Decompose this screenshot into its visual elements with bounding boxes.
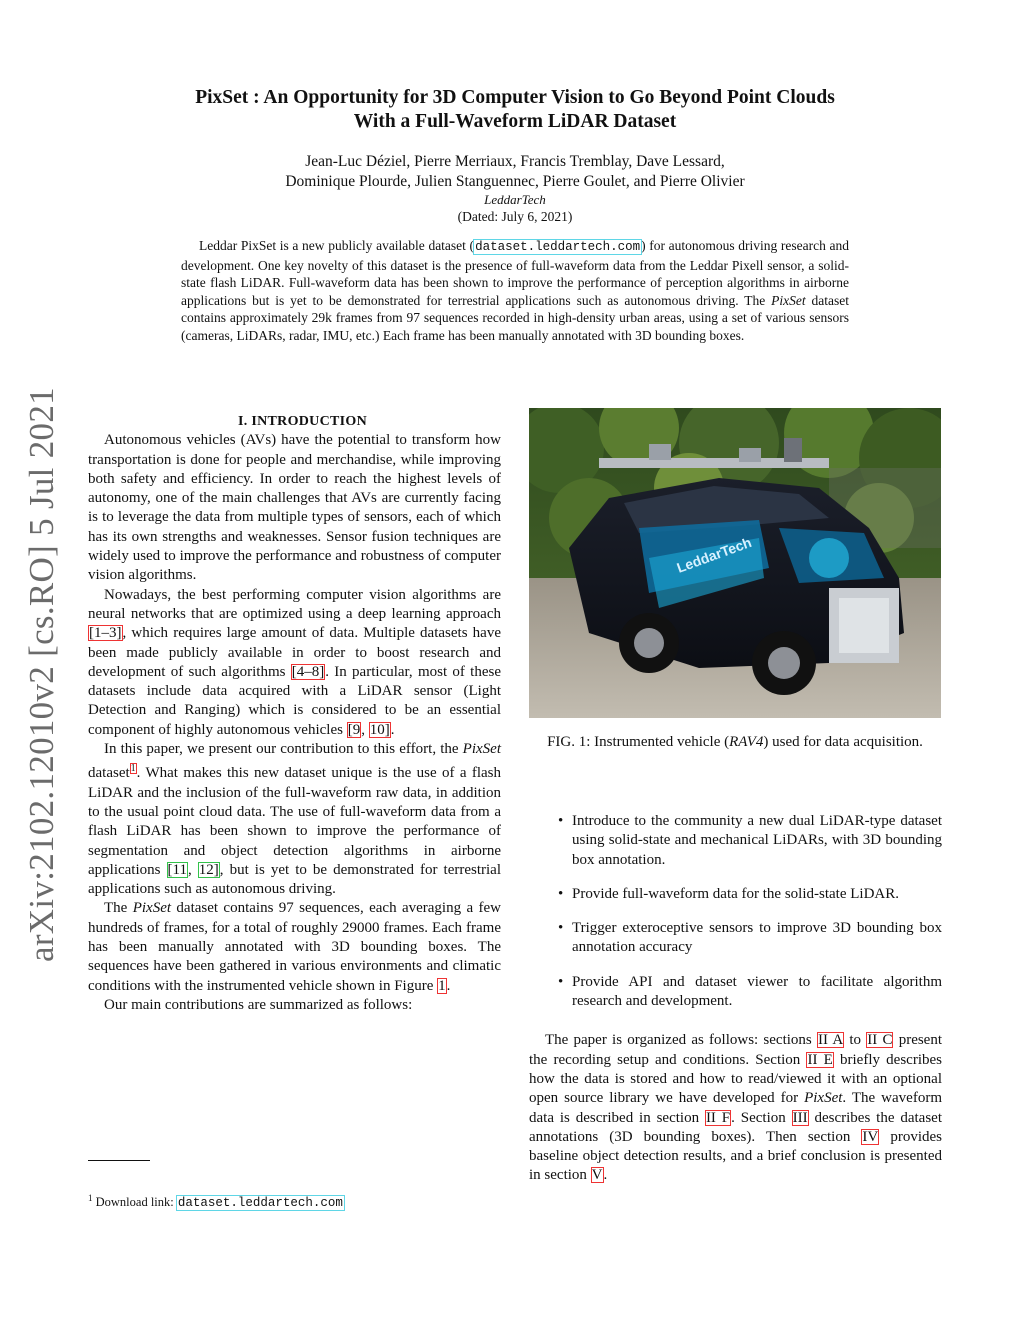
section-ref-III[interactable]: III xyxy=(792,1109,808,1126)
dataset-link[interactable]: dataset.leddartech.com xyxy=(475,240,641,254)
abstract-text-2: ) for autonomous driving research and development. One key novelty of this dataset is the presence of full-waveform data from the Leddar Pixell sensor, a solid-state flash LiDAR. Full-waveform data has been shown to improve the performance of perception algorithms in airborne applications but is yet to be demonstrated for terrestrial applications such as autonomous driving. The xyxy=(181,238,849,308)
text: provides baseline object detection results, and a brief conclusion is presented in section xyxy=(529,1128,942,1184)
authors-line-2: Dominique Plourde, Julien Stanguennec, Pierre Goulet, and Pierre Olivier xyxy=(285,173,745,190)
citation-12[interactable]: 12] xyxy=(198,861,219,878)
list-item-text: Provide full-waveform data for the solid-state LiDAR. xyxy=(572,885,899,902)
section-ref-IIA[interactable]: II A xyxy=(817,1032,844,1049)
figure-1-ref[interactable]: 1 xyxy=(438,977,446,994)
dataset-name: PixSet xyxy=(462,741,501,758)
dataset-name: PixSet xyxy=(804,1090,843,1107)
text: describes the dataset annotations (3D bounding boxes). Then section xyxy=(529,1109,942,1145)
figure-1-vehicle-photo xyxy=(529,408,941,718)
text: Nowadays, the best performing computer vision algorithms are neural networks that are optimized using a deep learning approach xyxy=(88,586,501,622)
text: The xyxy=(104,900,133,917)
authors-line-1: Jean-Luc Déziel, Pierre Merriaux, Francis Tremblay, Dave Lessard, xyxy=(305,153,725,170)
text: to xyxy=(844,1032,867,1049)
list-item-text: Provide API and dataset viewer to facilitate algorithm research and development. xyxy=(572,973,942,1010)
caption-text: ) used for data acquisition. xyxy=(763,734,923,750)
caption-vehicle: RAV4 xyxy=(729,734,764,750)
text: , xyxy=(187,861,198,878)
footnote-number: 1 xyxy=(88,1193,93,1203)
text: present the recording setup and conditions. Section xyxy=(529,1032,943,1068)
bullet-icon: • xyxy=(558,920,564,937)
caption-text: FIG. 1: Instrumented vehicle ( xyxy=(547,734,730,750)
intro-paragraph-2 xyxy=(88,586,501,740)
section-ref-V[interactable]: V xyxy=(591,1167,603,1184)
intro-paragraph-1: Autonomous vehicles (AVs) have the potential to transform how transportation is done for people and merchandise, while improving both safety and efficiency. In order to reach the highest levels of autonomy, one of the main challenges that AVs are currently facing is to leverage the data from multiple types of sensors, each of which has its own strengths and weaknesses. Sensor fusion techniques are widely used to improve the performance and robustness of computer vision algorithms. xyxy=(88,432,501,584)
text: . xyxy=(603,1167,608,1184)
intro-paragraph-5: Our main contributions are summarized as follows: xyxy=(104,996,413,1013)
organization-paragraph xyxy=(529,1031,942,1185)
abstract-text-3: dataset contains approximately 29k frames from 97 sequences recorded in high-density urban areas, using a set of various sensors (cameras, LiDARs, radar, IMU, etc.) Each frame has been manually annotated with 3D bounding boxes. xyxy=(181,292,849,343)
text: dataset xyxy=(88,765,130,782)
text: . What makes this new dataset unique is the use of a flash LiDAR and the inclusion of the full-waveform raw data, in addition to the usual point cloud data. The use of full-waveform data from a flash LiDAR has been shown to improve the performance of segmentation and object detection algorithms in airborne applications xyxy=(88,765,501,878)
abstract-dataset-name: PixSet xyxy=(771,292,806,308)
vehicle-decal-text: LeddarTech xyxy=(674,533,754,576)
footnote-dataset-link[interactable]: dataset.leddartech.com xyxy=(177,1196,343,1211)
bullet-icon: • xyxy=(558,813,564,829)
text: , which requires large amount of data. Multiple datasets have been made publicly available in order to boost research and development of such algorithms xyxy=(88,625,501,680)
text: dataset contains 97 sequences, each averaging a few hundreds of frames, for a total of roughly 29000 frames. Each frame has been manually annotated with 3D bounding boxes. The sequences have been gathered in various environments and climatic conditions with the instrumented vehicle shown in Figure xyxy=(88,900,501,994)
abstract-text-1: Leddar PixSet is a new publicly available dataset ( xyxy=(199,238,475,253)
dataset-name: PixSet xyxy=(132,900,172,917)
text: . xyxy=(446,977,451,994)
vehicle-photo-illustration xyxy=(529,408,941,718)
text: . The waveform data is described in section xyxy=(529,1090,942,1126)
footnote-divider xyxy=(88,1160,150,1161)
section-heading-introduction: I. INTRODUCTION xyxy=(238,414,367,429)
intro-paragraph-3 xyxy=(88,740,501,899)
citation-10[interactable]: 10] xyxy=(369,721,390,738)
left-column xyxy=(88,412,501,1015)
text: . In particular, most of these datasets include data acquired with a LiDAR sensor (Light Detection and Ranging) which is considered to be an essential component of highly autonomous vehicles xyxy=(88,663,501,738)
list-item-text: Introduce to the community a new dual LiDAR-type dataset using solid-state and mechanical LiDARs, with 3D bounding box annotation. xyxy=(572,813,942,868)
list-item xyxy=(529,973,942,1012)
title-line-2: With a Full-Waveform LiDAR Dataset xyxy=(353,111,677,132)
date-line: (Dated: July 6, 2021) xyxy=(457,209,573,224)
bullet-icon: • xyxy=(558,885,564,902)
affiliation: LeddarTech xyxy=(484,192,546,207)
figure-1-caption xyxy=(529,733,941,753)
arxiv-sidebar-id: arXiv:2102.12010v2 [cs.RO] 5 Jul 2021 xyxy=(22,387,61,962)
bullet-icon: • xyxy=(558,973,564,990)
text: In this paper, we present our contribution to this effort, the xyxy=(104,741,463,758)
citation-4-8[interactable]: [4–8] xyxy=(291,663,325,680)
section-ref-IV[interactable]: IV xyxy=(862,1128,879,1145)
text: . Section xyxy=(731,1109,792,1126)
section-ref-IIE[interactable]: II E xyxy=(807,1051,833,1068)
abstract xyxy=(181,237,849,344)
title-line-1: PixSet : An Opportunity for 3D Computer Vision to Go Beyond Point Clouds xyxy=(195,87,835,108)
footnote-marker[interactable]: 1 xyxy=(130,763,136,775)
text: , xyxy=(361,721,369,738)
section-ref-IIF[interactable]: II F xyxy=(705,1109,731,1126)
right-column xyxy=(529,812,942,1186)
text: , but is yet to be demonstrated for terrestrial applications such as autonomous driving. xyxy=(88,861,501,898)
list-item xyxy=(529,885,942,904)
footnote-label: Download link: xyxy=(92,1195,177,1210)
citation-9[interactable]: [9 xyxy=(347,721,361,738)
text: The paper is organized as follows: sections xyxy=(545,1032,817,1049)
citation-1-3[interactable]: [1–3] xyxy=(89,625,122,642)
author-block xyxy=(100,152,930,226)
list-item xyxy=(529,919,942,958)
contributions-list xyxy=(529,812,942,1011)
section-ref-IIC[interactable]: II C xyxy=(867,1032,893,1049)
intro-paragraph-4 xyxy=(88,899,501,995)
list-item xyxy=(529,812,942,870)
citation-11[interactable]: [11 xyxy=(167,861,187,878)
text: . xyxy=(390,721,395,738)
paper-title xyxy=(100,86,930,134)
text: briefly describes how the data is stored and how to read/viewed it with an optional open source library we have developed for xyxy=(529,1051,942,1107)
footnote xyxy=(88,1190,344,1211)
list-item-text: Trigger exteroceptive sensors to improve 3D bounding box annotation accuracy xyxy=(572,920,942,956)
